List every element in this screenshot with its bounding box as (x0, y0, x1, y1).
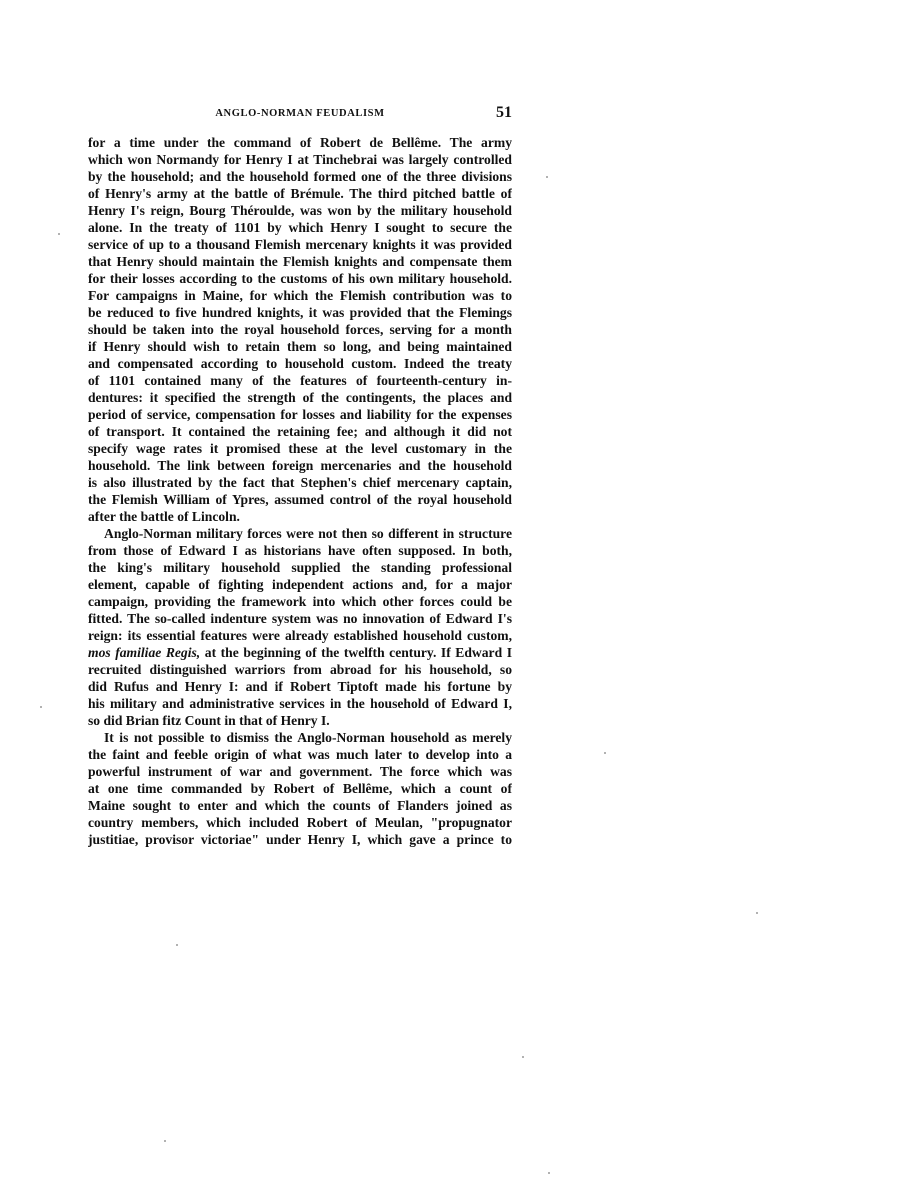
text-line: service of up to a thousand Flemish mercenary knights it was provided (88, 237, 512, 252)
text-line: his military and administrative services in the household of Edward I, (88, 696, 512, 711)
text-line: For campaigns in Maine, for which the Flemish contribution was to (88, 288, 512, 303)
text-line: recruited distinguished warriors from abroad for his household, so (88, 662, 512, 677)
running-head (88, 104, 512, 128)
text-line: Anglo-Norman military forces were not then so different in structure (104, 526, 512, 541)
text-line: the faint and feeble origin of what was much later to develop into a (88, 747, 512, 762)
text-line: fitted. The so-called indenture system was no innovation of Edward I's (88, 611, 512, 626)
scan-speck (756, 912, 758, 914)
text-line: element, capable of fighting independent actions and, for a major (88, 577, 512, 592)
scan-speck (40, 706, 42, 708)
text-line: the king's military household supplied the standing professional (88, 560, 512, 575)
body-text (88, 134, 512, 848)
text-line: period of service, compensation for losses and liability for the expenses (88, 407, 512, 422)
text-line: so did Brian fitz Count in that of Henry I. (88, 713, 330, 728)
text-line: specify wage rates it promised these at the level customary in the (88, 441, 512, 456)
scan-speck (546, 176, 548, 178)
text-line: justitiae, provisor victoriae" under Henry I, which gave a prince to (88, 832, 512, 847)
text-line: by the household; and the household formed one of the three divisions (88, 169, 512, 184)
scan-speck (164, 1140, 166, 1142)
text-line: did Rufus and Henry I: and if Robert Tiptoft made his fortune by (88, 679, 512, 694)
text-line: alone. In the treaty of 1101 by which Henry I sought to secure the (88, 220, 512, 235)
text-line: for a time under the command of Robert de Bellême. The army (88, 135, 512, 150)
text-line: Henry I's reign, Bourg Théroulde, was won by the military household (88, 203, 512, 218)
scan-speck (522, 1056, 524, 1058)
scan-speck (176, 944, 178, 946)
page-number: 51 (496, 104, 512, 121)
italic-phrase: mos familiae Regis, (88, 645, 201, 660)
text-line: that Henry should maintain the Flemish knights and compensate them (88, 254, 512, 269)
text-line: household. The link between foreign mercenaries and the household (88, 458, 512, 473)
text-line: should be taken into the royal household forces, serving for a month (88, 322, 512, 337)
text-line: dentures: it specified the strength of the contingents, the places and (88, 390, 512, 405)
text-line: the Flemish William of Ypres, assumed control of the royal household (88, 492, 512, 507)
text-line: of Henry's army at the battle of Brémule. The third pitched battle of (88, 186, 512, 201)
text-line: of transport. It contained the retaining fee; and although it did not (88, 424, 512, 439)
text-line: and compensated according to household custom. Indeed the treaty (88, 356, 512, 371)
text-line: at one time commanded by Robert of Bellême, which a count of (88, 781, 512, 796)
text-line: Maine sought to enter and which the counts of Flanders joined as (88, 798, 512, 813)
paragraph-3 (88, 729, 512, 848)
paragraph-1 (88, 134, 512, 525)
text-line: from those of Edward I as historians have often supposed. In both, (88, 543, 512, 558)
running-title: ANGLO-NORMAN FEUDALISM (215, 108, 385, 119)
text-line: powerful instrument of war and government. The force which was (88, 764, 512, 779)
text-line: reign: its essential features were already established household custom, (88, 628, 512, 643)
scan-speck (604, 752, 606, 754)
scan-speck (58, 233, 60, 235)
text-line: if Henry should wish to retain them so long, and being maintained (88, 339, 512, 354)
text-line: campaign, providing the framework into which other forces could be (88, 594, 512, 609)
text-line: after the battle of Lincoln. (88, 509, 240, 524)
text-line: for their losses according to the customs of his own military household. (88, 271, 512, 286)
scan-speck (548, 1172, 550, 1174)
paragraph-2 (88, 525, 512, 729)
text-line: of 1101 contained many of the features of fourteenth-century in- (88, 373, 512, 388)
text-line: country members, which included Robert of Meulan, "propugnator (88, 815, 512, 830)
text-line: It is not possible to dismiss the Anglo-Norman household as merely (104, 730, 512, 745)
text-line: which won Normandy for Henry I at Tinchebrai was largely controlled (88, 152, 512, 167)
text-line-rest: at the beginning of the twelfth century. If Edward I (204, 645, 512, 660)
text-line: be reduced to five hundred knights, it was provided that the Flemings (88, 305, 512, 320)
text-line-with-italic (88, 644, 512, 661)
text-line: is also illustrated by the fact that Stephen's chief mercenary captain, (88, 475, 512, 490)
